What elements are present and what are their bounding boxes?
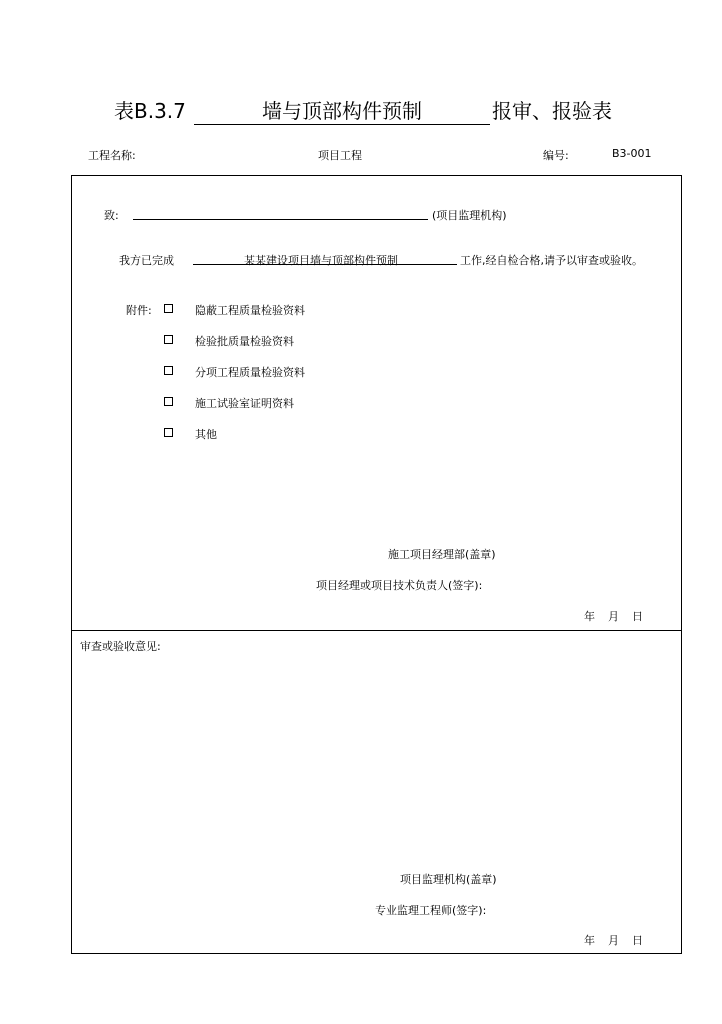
title-prefix: 表B.3.7 <box>114 99 186 123</box>
attachments-label: 附件: <box>126 304 152 317</box>
date-month: 月 <box>608 610 619 623</box>
opinion-field[interactable] <box>80 656 672 856</box>
date-day: 日 <box>632 610 643 623</box>
attachment-label: 检验批质量检验资料 <box>195 335 294 348</box>
attachment-label: 分项工程质量检验资料 <box>195 366 305 379</box>
project-name-label: 工程名称: <box>88 149 136 162</box>
completed-work-text: 某某建设项目墙与顶部构件预制 <box>244 254 398 267</box>
attachment-checkbox[interactable] <box>164 366 173 375</box>
title-suffix: 报审、报验表 <box>492 99 612 123</box>
to-label: 致: <box>104 209 119 222</box>
number-label: 编号: <box>543 149 569 162</box>
attachment-label: 施工试验室证明资料 <box>195 397 294 410</box>
date-day: 日 <box>632 934 643 947</box>
to-recipient-field[interactable] <box>133 206 428 220</box>
attachment-checkbox[interactable] <box>164 304 173 313</box>
date-month: 月 <box>608 934 619 947</box>
form-title <box>0 96 722 128</box>
attachment-checkbox[interactable] <box>164 428 173 437</box>
to-suffix: (项目监理机构) <box>432 209 507 222</box>
contractor-signer-label: 项目经理或项目技术负责人(签字): <box>316 579 483 592</box>
attachment-checkbox[interactable] <box>164 397 173 406</box>
contractor-seal-label: 施工项目经理部(盖章) <box>388 548 496 561</box>
supervisor-signer-label: 专业监理工程师(签字): <box>375 904 487 917</box>
supervisor-seal-label: 项目监理机构(盖章) <box>400 873 497 886</box>
number-value[interactable]: B3-001 <box>612 147 652 160</box>
attachment-checkbox[interactable] <box>164 335 173 344</box>
completed-label: 我方已完成 <box>119 254 174 267</box>
project-name-value[interactable]: 项目工程 <box>318 149 362 162</box>
submission-section <box>71 175 682 631</box>
attachment-label: 隐蔽工程质量检验资料 <box>195 304 305 317</box>
date-year: 年 <box>584 934 595 947</box>
date-year: 年 <box>584 610 595 623</box>
opinion-label: 审查或验收意见: <box>80 640 161 653</box>
completed-suffix: 工作,经自检合格,请予以审查或验收。 <box>460 254 643 267</box>
attachment-label: 其他 <box>195 428 217 441</box>
title-subject: 墙与顶部构件预制 <box>194 96 490 125</box>
